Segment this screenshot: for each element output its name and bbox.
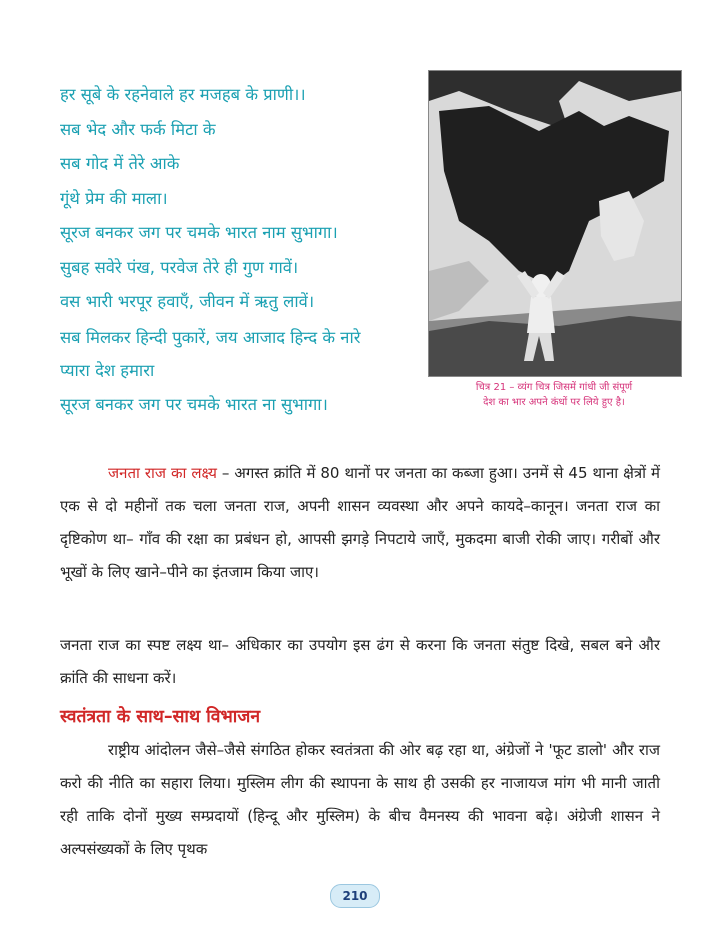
poem-line: वस भारी भरपूर हवाएँ, जीवन में ऋतु लावें। — [60, 292, 315, 311]
section-heading: स्वतंत्रता के साथ–साथ विभाजन — [60, 707, 261, 727]
figure-caption — [420, 380, 688, 410]
paragraph-lead: जनता राज का लक्ष्य — [108, 464, 217, 482]
paragraph-janata-raj — [60, 457, 660, 589]
paragraph-janata-raj-goal — [60, 629, 660, 695]
poem-line: हर सूबे के रहनेवाले हर मजहब के प्राणी।। — [60, 85, 306, 104]
poem-line: सब भेद और फर्क मिटा के — [60, 119, 216, 139]
figure-caption-line: देश का भार अपने कंधों पर लिये हुए है। — [483, 397, 625, 408]
figure-caption-line: चित्र 21 – व्यंग चित्र जिसमें गांधी जी संपूर्ण — [475, 382, 633, 393]
poem-block — [60, 78, 430, 423]
poem-line: गूंथे प्रेम की माला। — [60, 188, 168, 208]
poem-line: सब गोद में तेरे आके — [60, 154, 180, 173]
cartoon-image — [428, 70, 682, 377]
poem-line: सब मिलकर हिन्दी पुकारें, जय आजाद हिन्द के नारे — [60, 327, 361, 347]
page-number: 210 — [330, 884, 380, 908]
poem-line: प्यारा देश हमारा — [60, 360, 155, 380]
poem-line: सूरज बनकर जग पर चमके भारत ना सुभागा। — [60, 395, 328, 414]
poem-line: सुबह सवेरे पंख, परवेज तेरे ही गुण गावें। — [60, 257, 299, 277]
paragraph-text: जनता राज का स्पष्ट लक्ष्य था– अधिकार का उपयोग इस ढंग से करना कि जनता संतुष्ट दिखे, सबल बने और क्रांति की साधना करें। — [60, 636, 660, 687]
paragraph-text: – अगस्त क्रांति में 80 थानों पर जनता का कब्जा हुआ। उनमें से 45 थाना क्षेत्रों में एक से दो महीनों तक चला जनता राज, अपनी शासन व्यवस्था और अपने कायदे–कानून। जनता राज का दृष्टिकोण था– गाँव की रक्षा का प्रबंधन हो, आपसी झगड़े निपटाये जाएँ, मुकदमा बाजी रोकी जाए। गरीबों और भूखों के लिए खाने–पीने का इंतजाम किया जाए। — [60, 464, 661, 581]
cartoon-illustration — [429, 71, 681, 376]
paragraph-text: राष्ट्रीय आंदोलन जैसे–जैसे संगठित होकर स्वतंत्रता की ओर बढ़ रहा था, अंग्रेजों ने 'फूट डालो' और राज करो की नीति का सहारा लिया। मुस्लिम लीग की स्थापना के साथ ही उसकी हर नाजायज मांग भी मानी जाती रही ताकि दोनों मुख्य सम्प्रदायों (हिन्दू और मुस्लिम) के बीच वैमनस्य की भावना बढ़े। अंग्रेजी शासन ने अल्पसंख्यकों के लिए पृथक — [60, 741, 660, 858]
paragraph-partition — [60, 734, 660, 866]
poem-line: सूरज बनकर जग पर चमके भारत नाम सुभागा। — [60, 223, 338, 242]
